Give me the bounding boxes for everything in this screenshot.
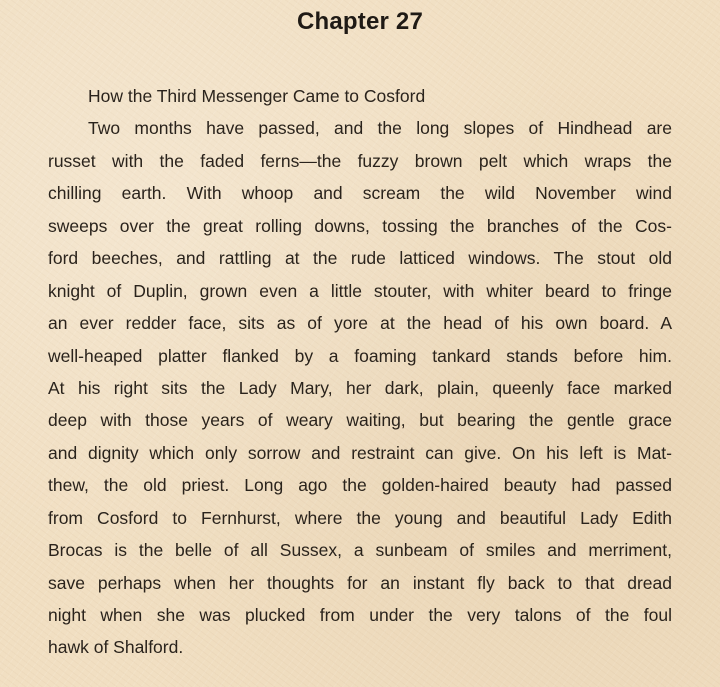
paragraph-line: from Cosford to Fernhurst, where the young and beautiful Lady Edith	[48, 507, 672, 528]
paragraph-line: chilling earth. With whoop and scream the wild November wind	[48, 183, 672, 204]
paragraph-line: Two months have passed, and the long slopes of Hindhead are	[88, 118, 672, 139]
paragraph-line: russet with the faded ferns—the fuzzy brown pelt which wraps the	[48, 150, 672, 171]
paragraph-line: sweeps over the great rolling downs, tossing the branches of the Cos-	[48, 215, 672, 236]
paragraph-line: Brocas is the belle of all Sussex, a sunbeam of smiles and merriment,	[48, 540, 672, 561]
paragraph-line: hawk of Shalford.	[48, 637, 184, 658]
paragraph-line: knight of Duplin, grown even a little stouter, with whiter beard to fringe	[48, 280, 672, 301]
paragraph-line: deep with those years of weary waiting, but bearing the gentle grace	[48, 410, 672, 431]
section-heading: How the Third Messenger Came to Cosford	[88, 86, 426, 106]
paragraph-line: night when she was plucked from under the very talons of the foul	[48, 605, 672, 625]
paragraph-line: well-heaped platter flanked by a foaming tankard stands before him.	[48, 345, 672, 366]
chapter-title: Chapter 27	[296, 8, 424, 35]
paragraph-line: an ever redder face, sits as of yore at the head of his own board. A	[48, 313, 672, 334]
paragraph-line: ford beeches, and rattling at the rude latticed windows. The stout old	[48, 248, 672, 269]
paragraph-line: and dignity which only sorrow and restraint can give. On his left is Mat-	[48, 442, 672, 463]
paragraph-line: save perhaps when her thoughts for an instant fly back to that dread	[48, 572, 672, 593]
paragraph-line: At his right sits the Lady Mary, her dark, plain, queenly face marked	[48, 377, 672, 398]
paragraph-line: thew, the old priest. Long ago the golden-haired beauty had passed	[48, 475, 672, 496]
chapter-text	[48, 80, 672, 664]
